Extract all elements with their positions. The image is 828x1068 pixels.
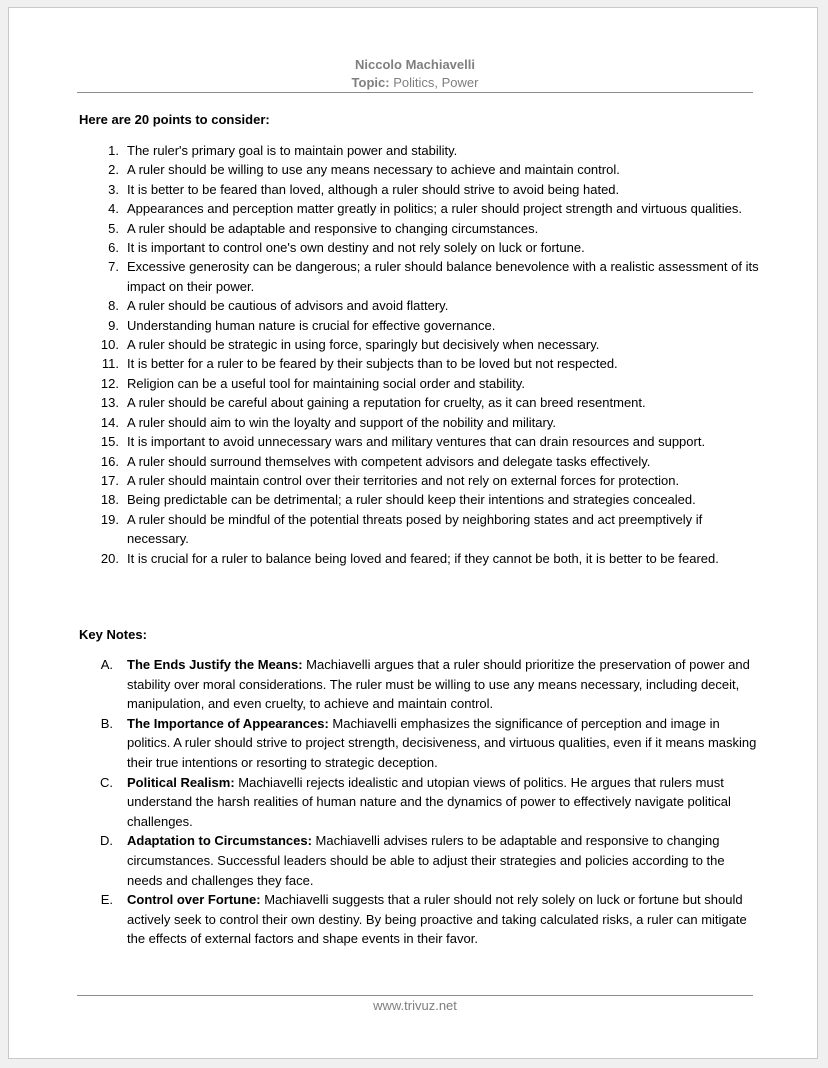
point-item xyxy=(79,549,759,568)
footer-url: www.trivuz.net xyxy=(373,998,457,1013)
key-note-item xyxy=(79,714,759,773)
key-note-text: Machiavelli suggests that a ruler should not rely solely on luck or fortune but should actively seek to control their own destiny. By being proactive and taking calculated risks, a ruler can mitigate the effects of external factors and shape events in their favor. xyxy=(127,892,747,947)
point-number: 13. xyxy=(100,395,119,411)
point-item xyxy=(79,452,759,471)
key-note-text: Machiavelli argues that a ruler should prioritize the preservation of power and stability over moral considerations. The ruler must be willing to use any means necessary, including deceit, manipulation, and even cruelty, to achieve and maintain control. xyxy=(127,657,750,712)
point-number: 6. xyxy=(108,240,119,256)
topic-label: Topic: xyxy=(351,75,390,90)
point-text: A ruler should aim to win the loyalty and support of the nobility and military. xyxy=(127,414,556,430)
point-number: 12. xyxy=(100,375,119,391)
point-number: 16. xyxy=(100,453,119,469)
point-number: 5. xyxy=(108,220,119,236)
point-text: A ruler should be cautious of advisors and avoid flattery. xyxy=(127,298,449,314)
point-text: A ruler should be willing to use any means necessary to achieve and maintain control. xyxy=(127,162,620,178)
key-note-term: Control over Fortune: xyxy=(127,892,261,908)
point-number: 3. xyxy=(108,181,119,197)
point-number: 1. xyxy=(108,143,119,158)
key-note-term: Political Realism: xyxy=(127,774,235,790)
point-number: 18. xyxy=(100,492,119,508)
key-note-letter: B. xyxy=(100,715,113,731)
point-number: 8. xyxy=(108,298,119,314)
point-text: It is important to control one's own destiny and not rely solely on luck or fortune. xyxy=(127,240,585,256)
key-note-text: Machiavelli emphasizes the significance of perception and image in politics. A ruler should strive to project strength, decisiveness, and virtuous qualities, even if it means masking their true intentions or resorting to strategic deception. xyxy=(127,715,757,770)
point-number: 17. xyxy=(100,472,119,488)
point-text: A ruler should surround themselves with competent advisors and delegate tasks effectively. xyxy=(127,453,651,469)
point-item xyxy=(79,432,759,451)
point-item xyxy=(79,510,759,549)
point-item xyxy=(79,199,759,218)
point-item xyxy=(79,490,759,509)
point-item xyxy=(79,374,759,393)
key-note-item xyxy=(79,890,759,949)
point-item xyxy=(79,257,759,296)
key-note-term: The Importance of Appearances: xyxy=(127,715,329,731)
key-note-term: The Ends Justify the Means: xyxy=(127,657,303,672)
point-text: A ruler should maintain control over their territories and not rely on external forces for protection. xyxy=(127,472,680,488)
point-item xyxy=(79,141,759,160)
key-notes-heading: Key Notes: xyxy=(79,627,147,642)
footer-divider xyxy=(77,995,753,996)
point-item xyxy=(79,296,759,315)
point-item xyxy=(79,413,759,432)
point-item xyxy=(79,471,759,490)
point-text: A ruler should be strategic in using force, sparingly but decisively when necessary. xyxy=(127,337,600,353)
point-item xyxy=(79,160,759,179)
document-header xyxy=(77,56,753,92)
point-number: 15. xyxy=(100,434,119,450)
point-text: A ruler should be mindful of the potential threats posed by neighboring states and act preemptively if necessary. xyxy=(127,511,703,547)
point-text: It is better to be feared than loved, although a ruler should strive to avoid being hated. xyxy=(127,181,620,197)
point-number: 10. xyxy=(100,337,119,353)
point-text: It is important to avoid unnecessary wars and military ventures that can drain resources and support. xyxy=(127,434,706,450)
point-text: The ruler's primary goal is to maintain power and stability. xyxy=(127,143,458,158)
topic-value: Politics, Power xyxy=(393,75,479,90)
point-text: Appearances and perception matter greatly in politics; a ruler should project strength and virtuous qualities. xyxy=(127,201,742,217)
key-note-term: Adaptation to Circumstances: xyxy=(127,833,312,849)
key-note-text: Machiavelli rejects idealistic and utopian views of politics. He argues that rulers must understand the harsh realities of human nature and the dynamics of power to effectively navigate political challenges. xyxy=(127,774,731,829)
point-number: 9. xyxy=(108,317,119,333)
point-item xyxy=(79,316,759,335)
point-text: Excessive generosity can be dangerous; a ruler should balance benevolence with a realistic assessment of its impact on their power. xyxy=(127,259,759,294)
key-note-letter: C. xyxy=(100,774,113,790)
points-list xyxy=(79,141,759,568)
point-number: 7. xyxy=(108,259,119,275)
point-text: A ruler should be careful about gaining a reputation for cruelty, as it can breed resentment. xyxy=(127,395,646,411)
key-note-letter: A. xyxy=(100,657,113,672)
point-item xyxy=(79,219,759,238)
point-text: It is crucial for a ruler to balance being loved and feared; if they cannot be both, it is better to be feared. xyxy=(127,550,719,566)
point-item xyxy=(79,335,759,354)
author-name: Niccolo Machiavelli xyxy=(355,57,475,72)
point-number: 11. xyxy=(101,356,119,372)
key-notes-list xyxy=(79,655,759,949)
point-number: 14. xyxy=(100,414,119,430)
point-text: Religion can be a useful tool for maintaining social order and stability. xyxy=(127,375,525,391)
key-note-letter: D. xyxy=(100,833,113,849)
document-page xyxy=(8,7,818,1059)
key-note-item xyxy=(79,831,759,890)
key-note-letter: E. xyxy=(100,892,113,908)
key-note-text: Machiavelli advises rulers to be adaptable and responsive to changing circumstances. Successful leaders should be able to adjust their strategies and policies according to the needs and challenges they face. xyxy=(127,833,725,888)
point-number: 4. xyxy=(108,201,119,217)
point-item xyxy=(79,180,759,199)
points-heading: Here are 20 points to consider: xyxy=(79,112,270,127)
point-text: Understanding human nature is crucial for effective governance. xyxy=(127,317,496,333)
point-item xyxy=(79,393,759,412)
point-number: 20. xyxy=(100,550,119,566)
point-text: It is better for a ruler to be feared by their subjects than to be loved but not respected. xyxy=(127,356,618,372)
point-text: Being predictable can be detrimental; a ruler should keep their intentions and strategies concealed. xyxy=(127,492,696,508)
key-note-item xyxy=(79,655,759,714)
point-text: A ruler should be adaptable and responsive to changing circumstances. xyxy=(127,220,539,236)
point-item xyxy=(79,238,759,257)
point-number: 19. xyxy=(100,511,119,527)
header-divider xyxy=(77,92,753,93)
point-item xyxy=(79,354,759,373)
topic-line xyxy=(77,74,753,92)
point-number: 2. xyxy=(108,162,119,178)
key-note-item xyxy=(79,773,759,832)
